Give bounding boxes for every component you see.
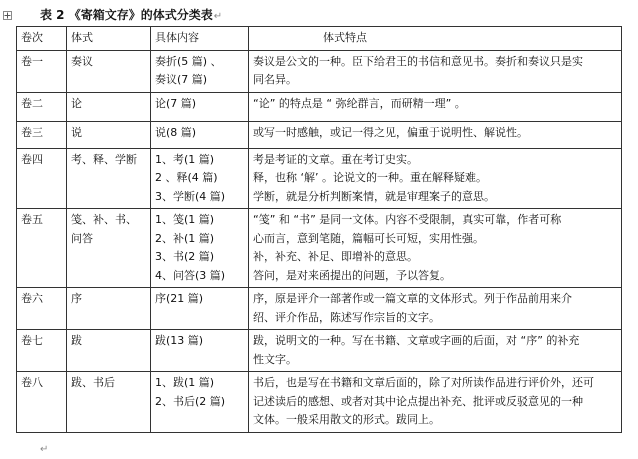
cell-tishi-line: 考、释、学断 — [71, 152, 137, 166]
header-row — [17, 27, 622, 51]
cell-features-line: 学断，就是分析判断案情，就是审理案子的意思。 — [253, 189, 495, 203]
paragraph-end-mark-icon: ↵ — [40, 444, 49, 455]
cell-content-line: 1、跋(1 篇) — [155, 376, 215, 389]
table-row — [17, 372, 622, 433]
cell-features-line: 同名异。 — [253, 73, 297, 86]
cell-features — [249, 121, 622, 148]
cell-features — [249, 92, 622, 121]
cell-features-line: 绍、评介作品，陈述写作宗旨的文字。 — [253, 310, 440, 324]
cell-features-line: 书后，也是写在书籍和文章后面的，除了对所读作品进行评价外，还可 — [253, 376, 594, 389]
header-juan: 卷次 — [17, 27, 67, 51]
cell-features — [249, 148, 622, 209]
cell-tishi — [67, 50, 151, 92]
cell-content — [151, 148, 249, 209]
table-caption-text: 表 2 《寄箱文存》的体式分类表 — [40, 8, 213, 22]
cell-features-line: 心而言，意到笔随，篇幅可长可短，实用性强。 — [253, 231, 484, 245]
cell-juan — [17, 372, 67, 433]
table-row — [17, 209, 622, 288]
cell-features-line: 或写一时感触，或记一得之见，偏重于说明性、解说性。 — [253, 125, 528, 139]
cell-juan-text: 卷四 — [21, 152, 43, 166]
cell-juan — [17, 288, 67, 330]
cell-features-line: 释，也称 ‘解’ 。论说文的一种。重在解释疑难。 — [253, 171, 487, 184]
cell-tishi-line: 笺、补、书、 — [71, 213, 137, 226]
cell-content-line: 2、书后(2 篇) — [155, 394, 226, 408]
cell-features — [249, 372, 622, 433]
cell-tishi — [67, 92, 151, 121]
cell-features-line: “论” 的特点是 “ 弥纶群言，而研精一理” 。 — [253, 96, 466, 110]
cell-features-line: “笺” 和 “书” 是同一文体。内容不受限制，真实可靠，作者可称 — [253, 213, 562, 226]
cell-features — [249, 50, 622, 92]
cell-tishi — [67, 121, 151, 148]
classification-table — [16, 26, 622, 433]
table-row — [17, 92, 622, 121]
cell-juan-text: 卷七 — [21, 334, 43, 347]
cell-content-line: 说(8 篇) — [155, 125, 197, 139]
cell-content — [151, 288, 249, 330]
cell-content-line: 跋(13 篇) — [155, 334, 204, 347]
paragraph-mark-icon: ↵ — [213, 11, 223, 22]
cell-juan-text: 卷五 — [21, 213, 43, 226]
table-row — [17, 121, 622, 148]
cell-content-line: 3、学断(4 篇) — [155, 189, 226, 203]
cell-juan-text: 卷二 — [21, 96, 43, 110]
table-row — [17, 288, 622, 330]
cell-juan-text: 卷三 — [21, 125, 43, 139]
table-row — [17, 148, 622, 209]
cell-tishi — [67, 288, 151, 330]
cell-content-line: 1、笺(1 篇) — [155, 213, 215, 226]
cell-tishi — [67, 372, 151, 433]
cell-tishi — [67, 330, 151, 372]
cell-juan — [17, 92, 67, 121]
cell-content-line: 1、考(1 篇) — [155, 152, 215, 166]
cell-tishi-line: 序 — [71, 292, 82, 305]
cell-content-line: 奏折(5 篇) 、 — [155, 54, 222, 68]
cell-content-line: 奏议(7 篇) — [155, 73, 208, 86]
cell-features-line: 性文字。 — [253, 352, 297, 366]
cell-features-line: 答问，是对来函提出的问题，予以答复。 — [253, 268, 451, 282]
table-row — [17, 50, 622, 92]
cell-content-line: 3、书(2 篇) — [155, 250, 215, 263]
cell-content-line: 4、问答(3 篇) — [155, 268, 226, 282]
cell-juan-text: 卷一 — [21, 54, 43, 68]
cell-juan-text: 卷八 — [21, 376, 43, 389]
cell-tishi-line: 问答 — [71, 231, 93, 245]
cell-tishi — [67, 209, 151, 288]
cell-features — [249, 330, 622, 372]
cell-content — [151, 92, 249, 121]
cell-content — [151, 330, 249, 372]
cell-juan — [17, 121, 67, 148]
cell-tishi-line: 跋、书后 — [71, 376, 115, 389]
cell-tishi-line: 论 — [71, 96, 82, 110]
cell-content-line: 2、补(1 篇) — [155, 231, 215, 245]
cell-features-line: 补，补充、补足、即增补的意思。 — [253, 250, 418, 263]
table-move-handle-icon[interactable] — [3, 11, 12, 20]
cell-juan — [17, 148, 67, 209]
cell-tishi — [67, 148, 151, 209]
cell-features-line: 奏议是公文的一种。臣下给君王的书信和意见书。奏折和奏议只是实 — [253, 54, 583, 68]
cell-content-line: 论(7 篇) — [155, 96, 197, 110]
header-features: 体式特点 — [249, 27, 622, 51]
cell-juan — [17, 330, 67, 372]
cell-content-line: 2 、释(4 篇) — [155, 171, 218, 184]
cell-content — [151, 372, 249, 433]
cell-content-line: 序(21 篇) — [155, 292, 204, 305]
cell-tishi-line: 奏议 — [71, 54, 93, 68]
cell-content — [151, 209, 249, 288]
cell-features — [249, 288, 622, 330]
cell-juan — [17, 50, 67, 92]
cell-content — [151, 50, 249, 92]
cell-tishi-line: 跋 — [71, 334, 82, 347]
table-caption — [40, 6, 222, 24]
cell-features-line: 跋，说明文的一种。写在书籍、文章或字画的后面，对 “序” 的补充 — [253, 334, 580, 347]
cell-juan-text: 卷六 — [21, 292, 43, 305]
cell-tishi-line: 说 — [71, 125, 82, 139]
table-row — [17, 330, 622, 372]
cell-features-line: 记述读后的感想、或者对其中论点提出补充、批评或反驳意见的一种 — [253, 394, 583, 408]
cell-features-line: 考是考证的文章。重在考订史实。 — [253, 152, 418, 166]
cell-juan — [17, 209, 67, 288]
cell-features — [249, 209, 622, 288]
header-content: 具体内容 — [151, 27, 249, 51]
header-tishi: 体式 — [67, 27, 151, 51]
cell-content — [151, 121, 249, 148]
cell-features-line: 序，原是评介一部著作或一篇文章的文体形式。列于作品前用来介 — [253, 292, 572, 305]
cell-features-line: 文体。一般采用散文的形式。跋同上。 — [253, 413, 440, 426]
